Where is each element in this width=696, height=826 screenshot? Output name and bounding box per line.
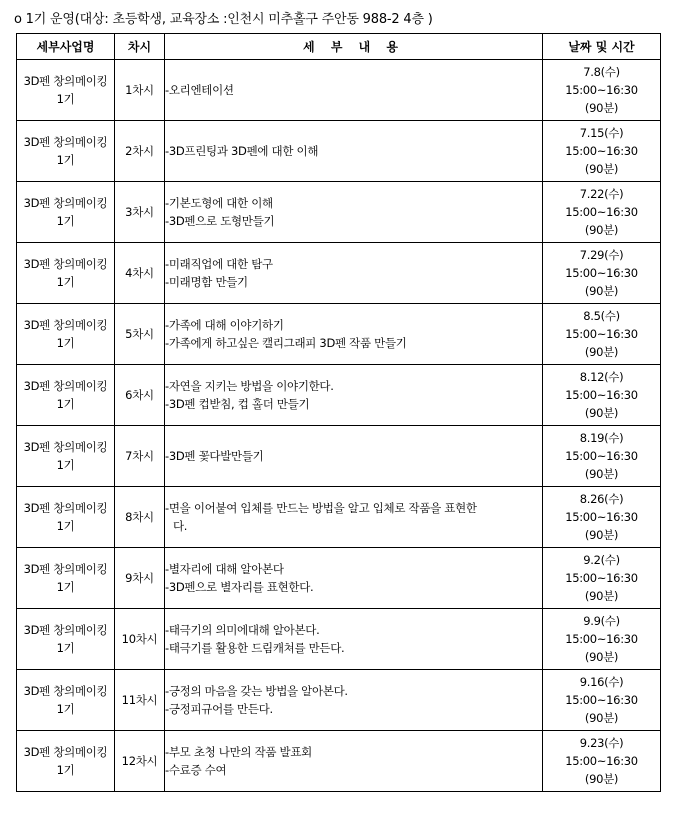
session-duration: (90분): [584, 223, 619, 237]
table-row: [17, 60, 661, 121]
content-line: -태극기의 의미에대해 알아본다.: [165, 623, 320, 637]
session-time: 15:00~16:30: [565, 632, 638, 646]
program-cohort: 1기: [56, 275, 75, 289]
session-time: 15:00~16:30: [565, 754, 638, 768]
schedule-table: [16, 33, 661, 792]
datetime-cell: [543, 548, 661, 609]
session-date: 8.19(수): [579, 431, 624, 445]
content-cell: [165, 304, 543, 365]
program-cohort: 1기: [56, 153, 75, 167]
program-cell: [17, 121, 115, 182]
content-cell: [165, 731, 543, 792]
session-date: 9.2(수): [583, 553, 620, 567]
program-cell: [17, 670, 115, 731]
table-row: [17, 365, 661, 426]
content-line: -미래명함 만들기: [165, 275, 248, 289]
content-line: -자연을 지키는 방법을 이야기한다.: [165, 379, 334, 393]
header-session: 차시: [115, 34, 165, 60]
session-time: 15:00~16:30: [565, 205, 638, 219]
session-duration: (90분): [584, 650, 619, 664]
session-duration: (90분): [584, 711, 619, 725]
program-cohort: 1기: [56, 763, 75, 777]
program-cohort: 1기: [56, 519, 75, 533]
session-cell: 9차시: [115, 548, 165, 609]
program-name: 3D펜 창의메이킹: [23, 501, 108, 515]
session-cell: 6차시: [115, 365, 165, 426]
session-cell: 8차시: [115, 487, 165, 548]
content-line: -3D펜 컵받침, 컵 홀더 만들기: [165, 397, 310, 411]
datetime-cell: [543, 243, 661, 304]
program-name: 3D펜 창의메이킹: [23, 318, 108, 332]
content-line: -긍정의 마음을 갖는 방법을 알아본다.: [165, 684, 348, 698]
session-cell: 2차시: [115, 121, 165, 182]
program-name: 3D펜 창의메이킹: [23, 379, 108, 393]
program-name: 3D펜 창의메이킹: [23, 562, 108, 576]
datetime-cell: [543, 426, 661, 487]
content-line: -오리엔테이션: [165, 83, 234, 97]
table-body: [17, 60, 661, 792]
datetime-cell: [543, 121, 661, 182]
content-line: -별자리에 대해 알아본다: [165, 562, 284, 576]
header-content: 세 부 내 용: [165, 34, 543, 60]
content-cell: [165, 426, 543, 487]
session-cell: 4차시: [115, 243, 165, 304]
table-row: [17, 243, 661, 304]
program-cohort: 1기: [56, 702, 75, 716]
program-name: 3D펜 창의메이킹: [23, 745, 108, 759]
datetime-cell: [543, 182, 661, 243]
content-line: -수료증 수여: [165, 763, 227, 777]
program-name: 3D펜 창의메이킹: [23, 196, 108, 210]
program-name: 3D펜 창의메이킹: [23, 74, 108, 88]
session-date: 8.12(수): [579, 370, 624, 384]
content-line: -기본도형에 대한 이해: [165, 196, 273, 210]
program-name: 3D펜 창의메이킹: [23, 684, 108, 698]
session-duration: (90분): [584, 162, 619, 176]
program-name: 3D펜 창의메이킹: [23, 623, 108, 637]
datetime-cell: [543, 670, 661, 731]
session-duration: (90분): [584, 101, 619, 115]
session-time: 15:00~16:30: [565, 388, 638, 402]
content-cell: [165, 243, 543, 304]
session-cell: 10차시: [115, 609, 165, 670]
content-line: -긍정피규어를 만든다.: [165, 702, 273, 716]
program-cell: [17, 548, 115, 609]
program-cohort: 1기: [56, 336, 75, 350]
content-cell: [165, 60, 543, 121]
table-header-row: [17, 34, 661, 60]
session-duration: (90분): [584, 528, 619, 542]
content-line: -가족에 대해 이야기하기: [165, 318, 284, 332]
datetime-cell: [543, 609, 661, 670]
program-cohort: 1기: [56, 92, 75, 106]
content-line: -미래직업에 대한 탐구: [165, 257, 273, 271]
session-time: 15:00~16:30: [565, 449, 638, 463]
program-cohort: 1기: [56, 641, 75, 655]
content-cell: [165, 548, 543, 609]
content-line: -3D펜으로 도형만들기: [165, 214, 275, 228]
program-cell: [17, 365, 115, 426]
table-row: [17, 182, 661, 243]
session-date: 7.15(수): [579, 126, 624, 140]
session-date: 7.8(수): [583, 65, 620, 79]
table-row: [17, 121, 661, 182]
table-row: [17, 304, 661, 365]
program-name: 3D펜 창의메이킹: [23, 440, 108, 454]
session-cell: 1차시: [115, 60, 165, 121]
session-time: 15:00~16:30: [565, 327, 638, 341]
session-duration: (90분): [584, 345, 619, 359]
session-date: 8.5(수): [583, 309, 620, 323]
table-row: [17, 487, 661, 548]
table-row: [17, 731, 661, 792]
table-row: [17, 670, 661, 731]
program-cell: [17, 731, 115, 792]
content-line: 다.: [173, 519, 188, 533]
datetime-cell: [543, 365, 661, 426]
session-date: 7.29(수): [579, 248, 624, 262]
program-cohort: 1기: [56, 458, 75, 472]
content-line: -면을 이어붙여 입체를 만드는 방법을 알고 입체로 작품을 표현한: [165, 501, 477, 515]
session-cell: 11차시: [115, 670, 165, 731]
session-cell: 12차시: [115, 731, 165, 792]
content-line: -3D펜 꽃다발만들기: [165, 449, 264, 463]
datetime-cell: [543, 731, 661, 792]
table-row: [17, 609, 661, 670]
session-date: 9.23(수): [579, 736, 624, 750]
program-name: 3D펜 창의메이킹: [23, 257, 108, 271]
content-cell: [165, 182, 543, 243]
session-date: 7.22(수): [579, 187, 624, 201]
content-line: -가족에게 하고싶은 캘리그래피 3D펜 작품 만들기: [165, 336, 407, 350]
session-duration: (90분): [584, 772, 619, 786]
content-line: -3D프린팅과 3D펜에 대한 이해: [165, 144, 319, 158]
datetime-cell: [543, 60, 661, 121]
header-program: 세부사업명: [17, 34, 115, 60]
program-cohort: 1기: [56, 580, 75, 594]
session-date: 9.16(수): [579, 675, 624, 689]
content-cell: [165, 670, 543, 731]
session-time: 15:00~16:30: [565, 693, 638, 707]
program-cell: [17, 182, 115, 243]
session-cell: 5차시: [115, 304, 165, 365]
program-cell: [17, 609, 115, 670]
session-cell: 3차시: [115, 182, 165, 243]
session-time: 15:00~16:30: [565, 510, 638, 524]
program-cell: [17, 304, 115, 365]
session-time: 15:00~16:30: [565, 144, 638, 158]
datetime-cell: [543, 487, 661, 548]
session-cell: 7차시: [115, 426, 165, 487]
content-line: -3D펜으로 별자리를 표현한다.: [165, 580, 314, 594]
session-time: 15:00~16:30: [565, 571, 638, 585]
program-cell: [17, 426, 115, 487]
table-row: [17, 548, 661, 609]
header-datetime: 날짜 및 시간: [543, 34, 661, 60]
program-name: 3D펜 창의메이킹: [23, 135, 108, 149]
datetime-cell: [543, 304, 661, 365]
program-cell: [17, 487, 115, 548]
session-duration: (90분): [584, 406, 619, 420]
program-cell: [17, 243, 115, 304]
content-cell: [165, 121, 543, 182]
content-cell: [165, 365, 543, 426]
session-duration: (90분): [584, 284, 619, 298]
program-cell: [17, 60, 115, 121]
session-duration: (90분): [584, 467, 619, 481]
content-cell: [165, 487, 543, 548]
session-date: 9.9(수): [583, 614, 620, 628]
session-time: 15:00~16:30: [565, 266, 638, 280]
section-heading: o 1기 운영(대상: 초등학생, 교육장소 :인천시 미추홀구 주안동 988-2 4층 ): [14, 12, 433, 27]
content-cell: [165, 609, 543, 670]
table-row: [17, 426, 661, 487]
session-date: 8.26(수): [579, 492, 624, 506]
program-cohort: 1기: [56, 397, 75, 411]
session-duration: (90분): [584, 589, 619, 603]
program-cohort: 1기: [56, 214, 75, 228]
session-time: 15:00~16:30: [565, 83, 638, 97]
content-line: -태극기를 활용한 드림캐쳐를 만든다.: [165, 641, 345, 655]
content-line: -부모 초청 나만의 작품 발표회: [165, 745, 312, 759]
